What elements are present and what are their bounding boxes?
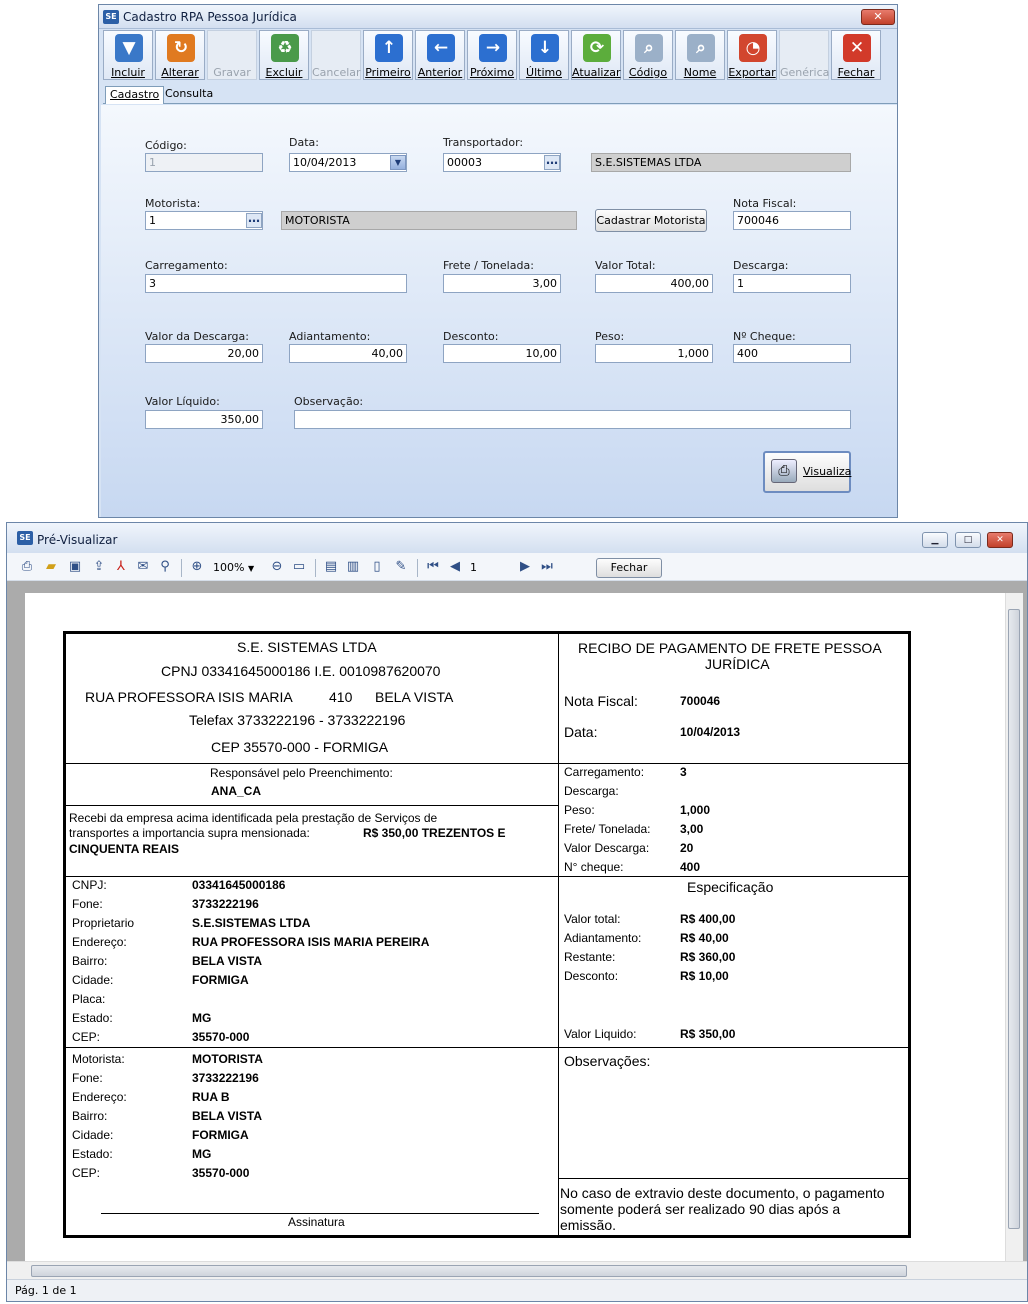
toolbar-cancelar-label: Cancelar [312, 66, 361, 79]
espec-label: Restante: [564, 950, 616, 964]
edit-icon: ↻ [167, 34, 195, 62]
arrow-up-icon: ↑ [375, 34, 403, 62]
status-bar [7, 1279, 1027, 1301]
preview-close-button[interactable]: ✕ [987, 532, 1013, 548]
motor-label: Motorista: [72, 1052, 125, 1066]
valor-descarga-label: Valor da Descarga: [145, 330, 249, 343]
first-page-icon[interactable]: ⏮ [427, 559, 439, 574]
close-window-button[interactable]: ✕ [861, 9, 895, 25]
page-status: Pág. 1 de 1 [15, 1284, 77, 1297]
email-icon[interactable]: ✉ [137, 559, 149, 574]
refresh-icon: ⟳ [583, 34, 611, 62]
empresa-label: CEP: [72, 1030, 101, 1044]
recebi-line2: transportes a importancia supra mensionada: [69, 826, 310, 840]
preview-title-bar [7, 523, 1027, 553]
cargo-label: Valor Descarga: [564, 841, 650, 855]
recebi-line1: Recebi da empresa acima identificada pela prestação de Serviços de [69, 811, 438, 825]
title-bar [99, 5, 897, 29]
valor-liquido-value: R$ 350,00 [680, 1027, 736, 1041]
desconto-field[interactable]: 10,00 [443, 344, 561, 363]
edit-icon[interactable]: ✎ [395, 559, 407, 574]
toolbar-codigo-button[interactable] [623, 30, 673, 80]
save-icon[interactable]: ▣ [68, 559, 82, 574]
motor-value: 3733222196 [192, 1071, 259, 1085]
cargo-label: Carregamento: [564, 765, 645, 779]
cadastro-rpa-window [98, 4, 898, 518]
maximize-button[interactable]: □ [955, 532, 981, 548]
toolbar-exportar-button[interactable] [727, 30, 777, 80]
motor-label: Fone: [72, 1071, 103, 1085]
report-page [25, 593, 1005, 1263]
empresa-value: RUA PROFESSORA ISIS MARIA PEREIRA [192, 935, 430, 949]
box-arrow-icon: ▼ [115, 34, 143, 62]
espec-label: Desconto: [564, 969, 619, 983]
toolbar-nome-button[interactable] [675, 30, 725, 80]
adiantamento-field[interactable]: 40,00 [289, 344, 407, 363]
cadastrar-motorista-button[interactable]: Cadastrar Motorista [595, 209, 707, 232]
toolbar [103, 30, 893, 82]
arrow-left-icon: ← [427, 34, 455, 62]
close-x-icon: ✕ [843, 34, 871, 62]
transportador-label: Transportador: [443, 136, 524, 149]
carregamento-field[interactable]: 3 [145, 274, 407, 293]
pie-chart-icon: ◔ [739, 34, 767, 62]
cheque-label: Nº Cheque: [733, 330, 796, 343]
toolbar-proximo-button[interactable] [467, 30, 517, 80]
empresa-label: Estado: [72, 1011, 113, 1025]
motorista-code-field[interactable]: 1 [145, 211, 263, 230]
vertical-scrollbar[interactable] [1005, 593, 1023, 1263]
print-icon[interactable]: ⎙ [21, 559, 33, 574]
preview-window [6, 522, 1028, 1302]
nota-fiscal-value: 700046 [680, 694, 721, 708]
toolbar-codigo-label: Código [628, 66, 668, 79]
espec-value: R$ 400,00 [680, 912, 736, 926]
preview-toolbar [7, 553, 1027, 581]
observacoes-label: Observações: [564, 1053, 651, 1069]
empresa-label: Bairro: [72, 954, 108, 968]
motorista-search-button[interactable]: … [246, 213, 262, 228]
toolbar-primeiro-button[interactable] [363, 30, 413, 80]
toolbar-anterior-button[interactable] [415, 30, 465, 80]
data-value: 10/04/2013 [680, 725, 741, 739]
tab-bar [103, 84, 897, 104]
toolbar-excluir-button[interactable] [259, 30, 309, 80]
toolbar-nome-label: Nome [683, 66, 717, 79]
toolbar-incluir-label: Incluir [111, 66, 145, 79]
company-phones: Telefax 3733222196 - 3733222196 [189, 712, 406, 728]
peso-field[interactable]: 1,000 [595, 344, 713, 363]
vertical-scroll-thumb[interactable] [1008, 609, 1020, 1229]
toolbar-gravar-label: Gravar [213, 66, 251, 79]
espec-value: R$ 360,00 [680, 950, 736, 964]
data-field[interactable]: 10/04/2013 [289, 153, 407, 172]
cheque-field[interactable]: 400 [733, 344, 851, 363]
pdf-icon[interactable]: ⅄ [117, 559, 125, 574]
fit-page-icon[interactable]: ▭ [292, 559, 306, 574]
observacao-field[interactable] [294, 410, 851, 429]
frete-field[interactable]: 3,00 [443, 274, 561, 293]
motor-value: FORMIGA [192, 1128, 249, 1142]
toolbar-alterar-label: Alterar [161, 66, 199, 79]
cargo-value: 3 [680, 765, 687, 779]
valor-liquido-label: Valor Liquido: [564, 1027, 637, 1041]
export-icon[interactable]: ⇪ [93, 559, 105, 574]
toolbar-atualizar-button[interactable] [571, 30, 621, 80]
horizontal-scrollbar[interactable] [7, 1261, 1027, 1279]
motorista-name-field: MOTORISTA [281, 211, 577, 230]
espec-label: Valor total: [564, 912, 621, 926]
espec-value: R$ 10,00 [680, 969, 729, 983]
date-dropdown-button[interactable]: ▼ [390, 155, 406, 170]
cargo-label: Descarga: [564, 784, 619, 798]
window-title: Cadastro RPA Pessoa Jurídica [123, 10, 297, 24]
next-page-icon[interactable]: ▶ [520, 559, 530, 574]
toolbar-incluir-button[interactable] [103, 30, 153, 80]
toolbar-gravar-button[interactable] [207, 30, 257, 80]
desconto-label: Desconto: [443, 330, 499, 343]
company-cep-city: CEP 35570-000 - FORMIGA [211, 739, 389, 755]
toolbar-cancelar-button[interactable] [311, 30, 361, 80]
transportador-code-field[interactable]: 00003 [443, 153, 561, 172]
nota-fiscal-label: Nota Fiscal: [733, 197, 797, 210]
cargo-value: 400 [680, 860, 701, 874]
zoom-in-icon[interactable]: ⊕ [191, 559, 203, 574]
toolbar-ultimo-button[interactable] [519, 30, 569, 80]
observacao-label: Observação: [294, 395, 364, 408]
company-cnpj-ie: CPNJ 03341645000186 I.E. 0010987620070 [161, 663, 441, 679]
page-number-input[interactable]: 1 [470, 561, 477, 574]
transportador-name-field: S.E.SISTEMAS LTDA [591, 153, 851, 172]
especificacao-title: Especificação [687, 879, 774, 895]
cargo-value: 3,00 [680, 822, 704, 836]
responsavel-value: ANA_CA [211, 784, 262, 798]
tab-cadastro[interactable]: Cadastro [105, 86, 164, 104]
motor-value: MOTORISTA [192, 1052, 263, 1066]
outline-icon[interactable]: ▯ [373, 559, 381, 574]
valor-liquido-field[interactable]: 350,00 [145, 410, 263, 429]
empresa-value: 3733222196 [192, 897, 259, 911]
valor-total-label: Valor Total: [595, 259, 656, 272]
preview-window-title: Pré-Visualizar [37, 533, 118, 547]
toolbar-generica-button[interactable] [779, 30, 829, 80]
cargo-value: 1,000 [680, 803, 711, 817]
empresa-value: BELA VISTA [192, 954, 263, 968]
cargo-value: 20 [680, 841, 694, 855]
find-icon[interactable]: ⚲ [160, 559, 170, 574]
empresa-value: S.E.SISTEMAS LTDA [192, 916, 311, 930]
toolbar-ultimo-label: Último [526, 66, 562, 79]
empresa-label: Placa: [72, 992, 106, 1006]
visualiza-label: Visualiza [803, 465, 852, 478]
recycle-bin-icon: ♻ [271, 34, 299, 62]
motor-value: RUA B [192, 1090, 230, 1104]
frete-label: Frete / Tonelada: [443, 259, 534, 272]
save-icon [219, 34, 247, 62]
zoom-value: 100% [213, 561, 245, 574]
receipt-title-line1: RECIBO DE PAGAMENTO DE FRETE PESSOA [578, 640, 882, 656]
multi-page-icon[interactable]: ▥ [346, 559, 360, 574]
toolbar-primeiro-label: Primeiro [365, 66, 411, 79]
form-panel [101, 105, 897, 517]
motor-label: Endereço: [72, 1090, 127, 1104]
empresa-label: Cidade: [72, 973, 114, 987]
motor-label: CEP: [72, 1166, 101, 1180]
fechar-preview-button[interactable]: Fechar [596, 558, 662, 578]
empresa-label: Endereço: [72, 935, 127, 949]
extravio-line3: emissão. [560, 1217, 617, 1233]
magnifier-icon: ⌕ [635, 34, 663, 62]
valor-total-field[interactable]: 400,00 [595, 274, 713, 293]
motor-value: 35570-000 [192, 1166, 250, 1180]
descarga-label: Descarga: [733, 259, 789, 272]
motor-label: Estado: [72, 1147, 113, 1161]
empresa-value: MG [192, 1011, 212, 1025]
responsavel-label: Responsável pelo Preenchimento: [210, 766, 393, 780]
toolbar-atualizar-label: Atualizar [572, 66, 621, 79]
minimize-button[interactable]: ▁ [922, 532, 948, 548]
motor-label: Cidade: [72, 1128, 114, 1142]
company-number: 410 [329, 689, 353, 705]
toolbar-excluir-label: Excluir [265, 66, 303, 79]
espec-label: Adiantamento: [564, 931, 642, 945]
zoom-out-icon[interactable]: ⊖ [271, 559, 283, 574]
empresa-value: FORMIGA [192, 973, 249, 987]
peso-label: Peso: [595, 330, 625, 343]
generic-icon [791, 34, 819, 62]
recebi-valor: R$ 350,00 TREZENTOS E [363, 826, 506, 840]
receipt-title-line2: JURÍDICA [705, 656, 770, 672]
cancel-icon [323, 34, 351, 62]
empresa-label: Fone: [72, 897, 103, 911]
empresa-value: 35570-000 [192, 1030, 250, 1044]
cargo-label: N° cheque: [564, 860, 624, 874]
horizontal-scroll-thumb[interactable] [31, 1265, 907, 1277]
toolbar-exportar-label: Exportar [728, 66, 776, 79]
codigo-label: Código: [145, 139, 187, 152]
valor-descarga-field[interactable]: 20,00 [145, 344, 263, 363]
assinatura-label: Assinatura [288, 1215, 345, 1229]
extravio-line1: No caso de extravio deste documento, o pagamento [560, 1185, 885, 1201]
company-district: BELA VISTA [375, 689, 454, 705]
motor-value: MG [192, 1147, 212, 1161]
toolbar-alterar-button[interactable] [155, 30, 205, 80]
data-label: Data: [289, 136, 319, 149]
company-street: RUA PROFESSORA ISIS MARIA [85, 689, 293, 705]
cargo-label: Frete/ Tonelada: [564, 822, 651, 836]
toolbar-fechar-button[interactable] [831, 30, 881, 80]
arrow-right-icon: → [479, 34, 507, 62]
open-icon[interactable]: ▰ [46, 559, 56, 574]
data-label: Data: [564, 724, 598, 740]
cargo-label: Peso: [564, 803, 595, 817]
recebi-line3: CINQUENTA REAIS [69, 842, 180, 856]
magnifier-icon: ⌕ [687, 34, 715, 62]
toolbar-fechar-label: Fechar [837, 66, 875, 79]
toolbar-generica-label: Genérica [780, 66, 830, 79]
preview-app-icon: SE [17, 531, 33, 545]
empresa-label: Proprietario [72, 916, 135, 930]
empresa-label: CNPJ: [72, 878, 107, 892]
zoom-select[interactable] [213, 561, 263, 574]
codigo-field[interactable]: 1 [145, 153, 263, 172]
chevron-down-icon: ▼ [247, 564, 255, 573]
empresa-value: 03341645000186 [192, 878, 286, 892]
espec-value: R$ 40,00 [680, 931, 729, 945]
descarga-field[interactable]: 1 [733, 274, 851, 293]
printer-icon: ⎙ [771, 459, 797, 483]
toolbar-anterior-label: Anterior [417, 66, 463, 79]
visualiza-button[interactable] [763, 451, 851, 493]
motorista-label: Motorista: [145, 197, 201, 210]
carregamento-label: Carregamento: [145, 259, 228, 272]
company-name: S.E. SISTEMAS LTDA [237, 639, 377, 655]
app-icon: SE [103, 10, 119, 24]
valor-liquido-label: Valor Líquido: [145, 395, 220, 408]
transportador-search-button[interactable]: … [544, 155, 560, 170]
prev-page-icon[interactable]: ◀ [450, 559, 460, 574]
motor-value: BELA VISTA [192, 1109, 263, 1123]
arrow-down-icon: ↓ [531, 34, 559, 62]
tab-consulta[interactable]: Consulta [165, 87, 214, 100]
extravio-line2: somente poderá ser realizado 90 dias após a [560, 1201, 841, 1217]
last-page-icon[interactable]: ⏭ [541, 559, 553, 574]
single-page-icon[interactable]: ▤ [324, 559, 338, 574]
nota-fiscal-field[interactable]: 700046 [733, 211, 851, 230]
nota-fiscal-label: Nota Fiscal: [564, 693, 638, 709]
toolbar-proximo-label: Próximo [469, 66, 515, 79]
adiantamento-label: Adiantamento: [289, 330, 371, 343]
motor-label: Bairro: [72, 1109, 108, 1123]
